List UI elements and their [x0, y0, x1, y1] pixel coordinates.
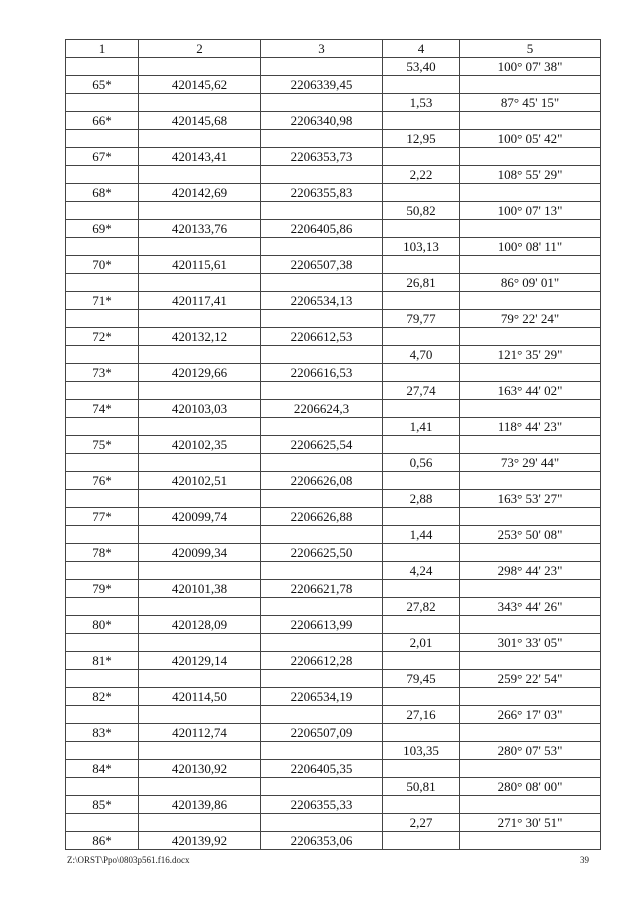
- table-row: [66, 130, 601, 148]
- coordinate-x-cell: [139, 346, 261, 364]
- coordinate-y-cell: 2206355,33: [261, 796, 383, 814]
- segment-length-cell: [383, 760, 460, 778]
- coordinate-y-cell: 2206612,53: [261, 328, 383, 346]
- segment-length-cell: 4,70: [383, 346, 460, 364]
- coordinate-y-cell: 2206626,08: [261, 472, 383, 490]
- segment-length-cell: 2,27: [383, 814, 460, 832]
- coordinate-y-cell: [261, 490, 383, 508]
- point-number-cell: 83*: [66, 724, 139, 742]
- point-number-cell: [66, 562, 139, 580]
- table-row: [66, 796, 601, 814]
- coordinate-x-cell: 420130,92: [139, 760, 261, 778]
- segment-length-cell: [383, 652, 460, 670]
- direction-angle-cell: [460, 184, 601, 202]
- point-number-cell: 77*: [66, 508, 139, 526]
- table-row: [66, 436, 601, 454]
- segment-length-cell: 103,35: [383, 742, 460, 760]
- direction-angle-cell: 343° 44' 26": [460, 598, 601, 616]
- coordinate-x-cell: [139, 418, 261, 436]
- direction-angle-cell: 163° 53' 27": [460, 490, 601, 508]
- segment-length-cell: 27,74: [383, 382, 460, 400]
- coordinate-y-cell: [261, 454, 383, 472]
- point-number-cell: 81*: [66, 652, 139, 670]
- coordinate-x-cell: 420117,41: [139, 292, 261, 310]
- segment-length-cell: [383, 544, 460, 562]
- coordinate-x-cell: 420115,61: [139, 256, 261, 274]
- coordinate-x-cell: 420103,03: [139, 400, 261, 418]
- point-number-cell: 66*: [66, 112, 139, 130]
- point-number-cell: 84*: [66, 760, 139, 778]
- direction-angle-cell: 163° 44' 02": [460, 382, 601, 400]
- table-row: [66, 310, 601, 328]
- coordinate-y-cell: 2206625,50: [261, 544, 383, 562]
- coordinate-x-cell: 420129,66: [139, 364, 261, 382]
- direction-angle-cell: 280° 07' 53": [460, 742, 601, 760]
- coordinate-y-cell: [261, 94, 383, 112]
- table-row: [66, 778, 601, 796]
- table-row: [66, 634, 601, 652]
- point-number-cell: [66, 58, 139, 76]
- direction-angle-cell: 79° 22' 24": [460, 310, 601, 328]
- point-number-cell: [66, 202, 139, 220]
- table-row: [66, 328, 601, 346]
- table-row: [66, 598, 601, 616]
- segment-length-cell: [383, 148, 460, 166]
- segment-length-cell: [383, 292, 460, 310]
- coordinate-x-cell: [139, 58, 261, 76]
- direction-angle-cell: [460, 292, 601, 310]
- table-row: [66, 616, 601, 634]
- point-number-cell: [66, 634, 139, 652]
- table-row: [66, 292, 601, 310]
- point-number-cell: 71*: [66, 292, 139, 310]
- point-number-cell: 85*: [66, 796, 139, 814]
- coordinate-y-cell: [261, 598, 383, 616]
- column-header: 4: [383, 40, 460, 58]
- coordinate-y-cell: 2206339,45: [261, 76, 383, 94]
- segment-length-cell: [383, 724, 460, 742]
- coordinate-x-cell: 420143,41: [139, 148, 261, 166]
- coordinate-y-cell: [261, 814, 383, 832]
- coordinate-y-cell: [261, 706, 383, 724]
- direction-angle-cell: [460, 544, 601, 562]
- point-number-cell: [66, 778, 139, 796]
- coordinate-x-cell: 420112,74: [139, 724, 261, 742]
- segment-length-cell: 27,82: [383, 598, 460, 616]
- coordinate-y-cell: 2206625,54: [261, 436, 383, 454]
- point-number-cell: [66, 490, 139, 508]
- segment-length-cell: 103,13: [383, 238, 460, 256]
- coordinates-table: [65, 39, 601, 850]
- coordinate-y-cell: [261, 130, 383, 148]
- table-row: [66, 238, 601, 256]
- coordinate-x-cell: [139, 598, 261, 616]
- coordinate-y-cell: 2206353,06: [261, 832, 383, 850]
- table-row: [66, 184, 601, 202]
- direction-angle-cell: 100° 08' 11": [460, 238, 601, 256]
- table-row: [66, 220, 601, 238]
- table-row: [66, 724, 601, 742]
- segment-length-cell: [383, 436, 460, 454]
- table-row: [66, 112, 601, 130]
- point-number-cell: [66, 310, 139, 328]
- coordinate-x-cell: 420139,92: [139, 832, 261, 850]
- coordinate-y-cell: 2206355,83: [261, 184, 383, 202]
- direction-angle-cell: 271° 30' 51": [460, 814, 601, 832]
- table-row: [66, 166, 601, 184]
- direction-angle-cell: 121° 35' 29": [460, 346, 601, 364]
- coordinate-y-cell: [261, 382, 383, 400]
- segment-length-cell: [383, 400, 460, 418]
- coordinate-y-cell: [261, 166, 383, 184]
- table-row: [66, 526, 601, 544]
- direction-angle-cell: [460, 328, 601, 346]
- coordinate-y-cell: [261, 526, 383, 544]
- table-row: [66, 418, 601, 436]
- coordinate-y-cell: [261, 670, 383, 688]
- segment-length-cell: 50,81: [383, 778, 460, 796]
- segment-length-cell: [383, 256, 460, 274]
- table-row: [66, 814, 601, 832]
- coordinate-x-cell: 420102,35: [139, 436, 261, 454]
- table-row: [66, 544, 601, 562]
- segment-length-cell: 4,24: [383, 562, 460, 580]
- coordinate-x-cell: [139, 202, 261, 220]
- table-row: [66, 508, 601, 526]
- direction-angle-cell: 118° 44' 23": [460, 418, 601, 436]
- coordinate-y-cell: 2206621,78: [261, 580, 383, 598]
- segment-length-cell: 1,53: [383, 94, 460, 112]
- segment-length-cell: [383, 472, 460, 490]
- coordinate-x-cell: [139, 310, 261, 328]
- table-row: [66, 562, 601, 580]
- table-row: [66, 652, 601, 670]
- coordinate-y-cell: 2206353,73: [261, 148, 383, 166]
- direction-angle-cell: 100° 05' 42": [460, 130, 601, 148]
- direction-angle-cell: [460, 580, 601, 598]
- segment-length-cell: 50,82: [383, 202, 460, 220]
- coordinate-x-cell: 420139,86: [139, 796, 261, 814]
- point-number-cell: [66, 670, 139, 688]
- direction-angle-cell: 100° 07' 13": [460, 202, 601, 220]
- table-row: [66, 490, 601, 508]
- table-row: [66, 832, 601, 850]
- segment-length-cell: [383, 832, 460, 850]
- coordinate-x-cell: [139, 166, 261, 184]
- point-number-cell: [66, 742, 139, 760]
- direction-angle-cell: [460, 436, 601, 454]
- direction-angle-cell: [460, 220, 601, 238]
- table-row: [66, 580, 601, 598]
- table-row: [66, 256, 601, 274]
- segment-length-cell: [383, 508, 460, 526]
- segment-length-cell: 2,88: [383, 490, 460, 508]
- column-header: 5: [460, 40, 601, 58]
- coordinate-y-cell: 2206534,13: [261, 292, 383, 310]
- point-number-cell: 72*: [66, 328, 139, 346]
- point-number-cell: 86*: [66, 832, 139, 850]
- table-row: [66, 472, 601, 490]
- coordinate-y-cell: 2206340,98: [261, 112, 383, 130]
- coordinate-y-cell: 2206624,3: [261, 400, 383, 418]
- point-number-cell: [66, 418, 139, 436]
- table-row: [66, 58, 601, 76]
- direction-angle-cell: [460, 148, 601, 166]
- direction-angle-cell: 280° 08' 00": [460, 778, 601, 796]
- point-number-cell: 73*: [66, 364, 139, 382]
- coordinate-y-cell: [261, 238, 383, 256]
- point-number-cell: 82*: [66, 688, 139, 706]
- coordinate-x-cell: [139, 382, 261, 400]
- coordinate-x-cell: [139, 742, 261, 760]
- segment-length-cell: 79,77: [383, 310, 460, 328]
- point-number-cell: [66, 454, 139, 472]
- table-row: [66, 346, 601, 364]
- segment-length-cell: [383, 364, 460, 382]
- coordinate-x-cell: 420142,69: [139, 184, 261, 202]
- coordinate-x-cell: 420133,76: [139, 220, 261, 238]
- coordinate-x-cell: [139, 814, 261, 832]
- segment-length-cell: 53,40: [383, 58, 460, 76]
- point-number-cell: [66, 814, 139, 832]
- coordinate-y-cell: 2206613,99: [261, 616, 383, 634]
- coordinate-y-cell: [261, 202, 383, 220]
- coordinate-x-cell: [139, 778, 261, 796]
- coordinate-x-cell: [139, 130, 261, 148]
- coordinate-y-cell: 2206612,28: [261, 652, 383, 670]
- coordinate-y-cell: 2206507,09: [261, 724, 383, 742]
- segment-length-cell: 1,41: [383, 418, 460, 436]
- direction-angle-cell: [460, 616, 601, 634]
- column-header: 3: [261, 40, 383, 58]
- coordinate-x-cell: 420099,74: [139, 508, 261, 526]
- coordinate-y-cell: 2206405,35: [261, 760, 383, 778]
- direction-angle-cell: [460, 760, 601, 778]
- direction-angle-cell: 259° 22' 54": [460, 670, 601, 688]
- direction-angle-cell: [460, 112, 601, 130]
- coordinate-y-cell: [261, 742, 383, 760]
- column-header: 1: [66, 40, 139, 58]
- direction-angle-cell: 108° 55' 29": [460, 166, 601, 184]
- segment-length-cell: 1,44: [383, 526, 460, 544]
- segment-length-cell: 27,16: [383, 706, 460, 724]
- direction-angle-cell: [460, 364, 601, 382]
- coordinate-x-cell: 420132,12: [139, 328, 261, 346]
- point-number-cell: 78*: [66, 544, 139, 562]
- coordinate-x-cell: 420102,51: [139, 472, 261, 490]
- segment-length-cell: [383, 328, 460, 346]
- direction-angle-cell: 73° 29' 44": [460, 454, 601, 472]
- table-row: [66, 364, 601, 382]
- point-number-cell: [66, 346, 139, 364]
- point-number-cell: [66, 706, 139, 724]
- point-number-cell: 69*: [66, 220, 139, 238]
- segment-length-cell: 79,45: [383, 670, 460, 688]
- point-number-cell: 80*: [66, 616, 139, 634]
- direction-angle-cell: [460, 508, 601, 526]
- segment-length-cell: [383, 76, 460, 94]
- coordinate-y-cell: [261, 634, 383, 652]
- coordinate-y-cell: [261, 58, 383, 76]
- coordinate-y-cell: 2206507,38: [261, 256, 383, 274]
- footer-page-number: 39: [580, 855, 589, 865]
- point-number-cell: 79*: [66, 580, 139, 598]
- coordinate-y-cell: [261, 274, 383, 292]
- segment-length-cell: [383, 580, 460, 598]
- segment-length-cell: 26,81: [383, 274, 460, 292]
- table-row: [66, 274, 601, 292]
- direction-angle-cell: [460, 76, 601, 94]
- coordinate-x-cell: 420145,68: [139, 112, 261, 130]
- direction-angle-cell: 86° 09' 01": [460, 274, 601, 292]
- coordinate-x-cell: [139, 562, 261, 580]
- direction-angle-cell: 100° 07' 38": [460, 58, 601, 76]
- coordinate-x-cell: [139, 274, 261, 292]
- point-number-cell: [66, 526, 139, 544]
- direction-angle-cell: [460, 724, 601, 742]
- coordinate-x-cell: [139, 526, 261, 544]
- coordinate-x-cell: 420128,09: [139, 616, 261, 634]
- point-number-cell: [66, 166, 139, 184]
- direction-angle-cell: [460, 256, 601, 274]
- direction-angle-cell: 298° 44' 23": [460, 562, 601, 580]
- coordinate-y-cell: [261, 346, 383, 364]
- direction-angle-cell: [460, 400, 601, 418]
- coordinate-x-cell: [139, 706, 261, 724]
- table-header-row: [66, 40, 601, 58]
- table-row: [66, 94, 601, 112]
- point-number-cell: 67*: [66, 148, 139, 166]
- direction-angle-cell: [460, 832, 601, 850]
- point-number-cell: 74*: [66, 400, 139, 418]
- table-row: [66, 148, 601, 166]
- point-number-cell: [66, 382, 139, 400]
- point-number-cell: [66, 238, 139, 256]
- point-number-cell: 70*: [66, 256, 139, 274]
- footer-file-path: Z:\ORST\Ppo\0803p561.f16.docx: [67, 855, 190, 865]
- coordinate-x-cell: [139, 634, 261, 652]
- point-number-cell: 65*: [66, 76, 139, 94]
- coordinate-y-cell: [261, 562, 383, 580]
- table-row: [66, 382, 601, 400]
- segment-length-cell: [383, 112, 460, 130]
- point-number-cell: [66, 598, 139, 616]
- coordinate-x-cell: 420114,50: [139, 688, 261, 706]
- coordinate-y-cell: [261, 418, 383, 436]
- table-row: [66, 76, 601, 94]
- direction-angle-cell: [460, 796, 601, 814]
- segment-length-cell: 0,56: [383, 454, 460, 472]
- table-body: [66, 58, 601, 850]
- direction-angle-cell: [460, 652, 601, 670]
- coordinate-x-cell: [139, 454, 261, 472]
- direction-angle-cell: 87° 45' 15": [460, 94, 601, 112]
- table-row: [66, 454, 601, 472]
- point-number-cell: [66, 274, 139, 292]
- table-row: [66, 670, 601, 688]
- direction-angle-cell: [460, 472, 601, 490]
- point-number-cell: [66, 94, 139, 112]
- coordinate-y-cell: 2206534,19: [261, 688, 383, 706]
- coordinate-x-cell: [139, 670, 261, 688]
- segment-length-cell: [383, 184, 460, 202]
- table-row: [66, 202, 601, 220]
- coordinate-x-cell: 420101,38: [139, 580, 261, 598]
- table-row: [66, 760, 601, 778]
- segment-length-cell: [383, 796, 460, 814]
- segment-length-cell: 12,95: [383, 130, 460, 148]
- segment-length-cell: [383, 616, 460, 634]
- table-row: [66, 688, 601, 706]
- point-number-cell: [66, 130, 139, 148]
- segment-length-cell: 2,01: [383, 634, 460, 652]
- table-row: [66, 742, 601, 760]
- coordinate-y-cell: 2206616,53: [261, 364, 383, 382]
- coordinate-y-cell: [261, 310, 383, 328]
- point-number-cell: 75*: [66, 436, 139, 454]
- direction-angle-cell: 253° 50' 08": [460, 526, 601, 544]
- coordinate-y-cell: 2206405,86: [261, 220, 383, 238]
- coordinate-y-cell: 2206626,88: [261, 508, 383, 526]
- segment-length-cell: [383, 220, 460, 238]
- direction-angle-cell: 301° 33' 05": [460, 634, 601, 652]
- coordinate-y-cell: [261, 778, 383, 796]
- segment-length-cell: [383, 688, 460, 706]
- table-row: [66, 400, 601, 418]
- coordinate-x-cell: [139, 238, 261, 256]
- direction-angle-cell: [460, 688, 601, 706]
- coordinate-x-cell: 420145,62: [139, 76, 261, 94]
- coordinate-x-cell: 420099,34: [139, 544, 261, 562]
- table-row: [66, 706, 601, 724]
- point-number-cell: 76*: [66, 472, 139, 490]
- coordinate-x-cell: [139, 490, 261, 508]
- direction-angle-cell: 266° 17' 03": [460, 706, 601, 724]
- column-header: 2: [139, 40, 261, 58]
- coordinate-x-cell: 420129,14: [139, 652, 261, 670]
- point-number-cell: 68*: [66, 184, 139, 202]
- coordinate-x-cell: [139, 94, 261, 112]
- segment-length-cell: 2,22: [383, 166, 460, 184]
